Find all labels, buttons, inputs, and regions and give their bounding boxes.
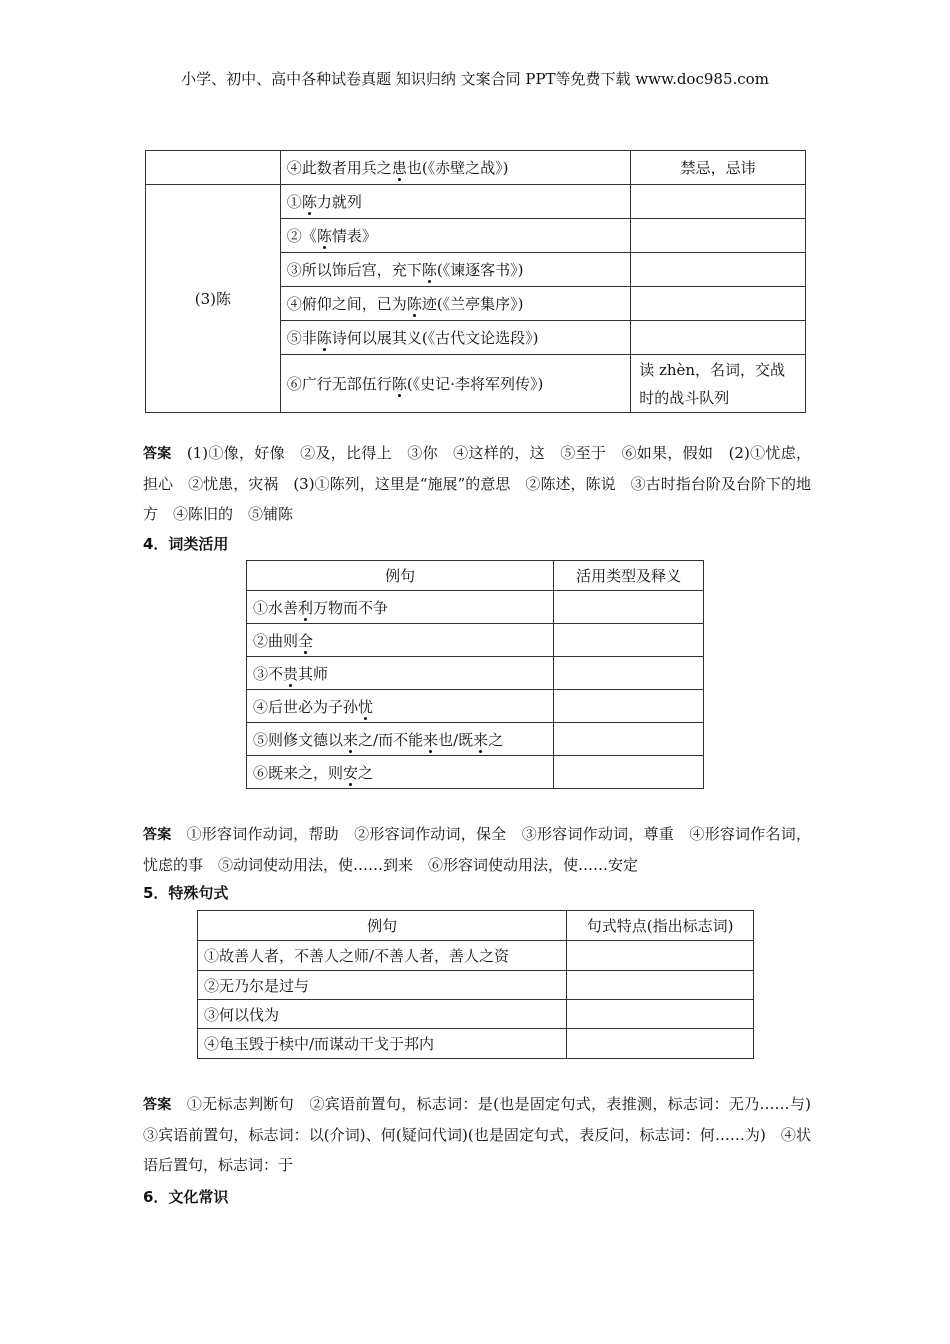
example-sentence: ④后世必为子孙忧 — [247, 690, 554, 723]
section-title: 4．词类活用 — [143, 535, 229, 553]
answer-text: ①无标志判断句 ②宾语前置句，标志词：是(也是固定句式，表推测，标志词：无乃……与) ③宾语前置句，标志词：以(介词)、何(疑问代词)(也是固定句式，表反问，标志词：何……为) ④状语后置句，标志词：于 — [143, 1095, 827, 1174]
word-meaning-table — [145, 150, 806, 413]
example-sentence: ④龟玉毁于椟中/而谋动干戈于邦内 — [198, 1029, 567, 1059]
table-header-row — [247, 561, 704, 591]
table-row — [198, 971, 754, 1000]
column-header: 例句 — [247, 561, 554, 591]
section-title: 5．特殊句式 — [143, 884, 229, 902]
table-row — [247, 657, 704, 690]
answer-label: 答案 — [143, 446, 172, 462]
section-title: 6．文化常识 — [143, 1188, 229, 1206]
meaning-cell — [631, 287, 806, 321]
example-sentence: ①水善利万物而不争 — [247, 591, 554, 624]
table-row — [146, 185, 806, 219]
example-sentence: ②曲则全 — [247, 624, 554, 657]
table-row — [198, 1029, 754, 1059]
example-sentence: ④俯仰之间，已为陈迹(《兰亭集序》) — [280, 287, 630, 321]
answer-text: (1)①像，好像 ②及，比得上 ③你 ④这样的，这 ⑤至于 ⑥如果，假如 (2)①忧虑，担心 ②忧患，灾祸 (3)①陈列，这里是“施展”的意思 ②陈述，陈说 ③古时指台阶及台阶下的地方 ④陈旧的 ⑤铺陈 — [143, 444, 812, 523]
table-header-row — [198, 911, 754, 941]
meaning-cell — [554, 756, 704, 789]
meaning-cell: 读 zhèn，名词，交战时的战斗队列 — [631, 355, 806, 413]
answer-label: 答案 — [143, 1097, 172, 1113]
meaning-cell — [631, 185, 806, 219]
answer-label: 答案 — [143, 827, 172, 843]
meaning-cell — [554, 657, 704, 690]
meaning-cell — [554, 624, 704, 657]
meaning-cell — [631, 321, 806, 355]
example-sentence: ⑤则修文德以来之/而不能来也/既来之 — [247, 723, 554, 756]
column-header: 活用类型及释义 — [554, 561, 704, 591]
table-row — [198, 941, 754, 971]
answer-block-2 — [143, 819, 811, 880]
table-row — [247, 624, 704, 657]
answer-block-3 — [143, 1089, 827, 1180]
meaning-cell — [554, 591, 704, 624]
table-row — [247, 690, 704, 723]
example-sentence: ③不贵其师 — [247, 657, 554, 690]
example-sentence: ⑤非陈诗何以展其义(《古代文论选段》) — [280, 321, 630, 355]
word-class-table — [246, 560, 704, 789]
example-sentence: ②《陈情表》 — [280, 219, 630, 253]
meaning-cell — [631, 219, 806, 253]
meaning-cell: 禁忌，忌讳 — [631, 151, 806, 185]
page-header: 小学、初中、高中各种试卷真题 知识归纳 文案合同 PPT等免费下载 www.doc985.com — [181, 70, 769, 88]
example-sentence: ②无乃尔是过与 — [198, 971, 567, 1000]
example-sentence: ③何以伐为 — [198, 1000, 567, 1029]
word-label: (3)陈 — [146, 185, 281, 413]
example-sentence: ④此数者用兵之患也(《赤壁之战》) — [280, 151, 630, 185]
table-row — [247, 591, 704, 624]
column-header: 句式特点(指出标志词) — [567, 911, 754, 941]
example-sentence: ③所以饰后宫，充下陈(《谏逐客书》) — [280, 253, 630, 287]
example-sentence: ⑥广行无部伍行陈(《史记·李将军列传》) — [280, 355, 630, 413]
example-sentence: ⑥既来之，则安之 — [247, 756, 554, 789]
example-sentence: ①陈力就列 — [280, 185, 630, 219]
meaning-cell — [554, 723, 704, 756]
meaning-cell — [631, 253, 806, 287]
sentence-pattern-table — [197, 910, 754, 1059]
example-sentence: ①故善人者，不善人之师/不善人者，善人之资 — [198, 941, 567, 971]
table-row — [247, 723, 704, 756]
table-row — [247, 756, 704, 789]
answer-block-1 — [143, 438, 811, 529]
column-header: 例句 — [198, 911, 567, 941]
answer-text: ①形容词作动词，帮助 ②形容词作动词，保全 ③形容词作动词，尊重 ④形容词作名词，忧虑的事 ⑤动词使动用法，使……到来 ⑥形容词使动用法，使……安定 — [143, 825, 812, 874]
table-row — [198, 1000, 754, 1029]
meaning-cell — [554, 690, 704, 723]
table-row — [146, 151, 806, 185]
